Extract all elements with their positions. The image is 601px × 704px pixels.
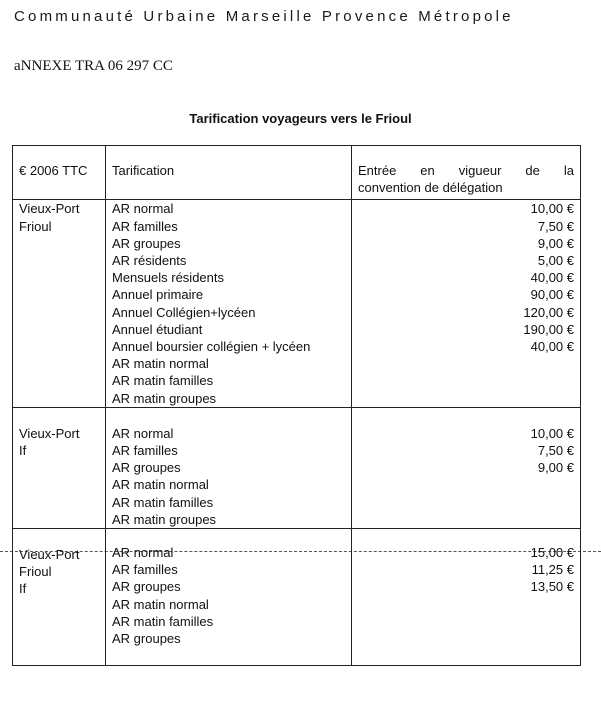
fare-label: AR matin familles	[112, 373, 214, 389]
document-title: Tarification voyageurs vers le Frioul	[189, 111, 412, 126]
fare-label: AR matin groupes	[112, 390, 217, 406]
fare-label: AR groupes	[112, 631, 181, 647]
fare-price	[358, 630, 574, 647]
fare-label: Annuel boursier collégien + lycéen	[112, 339, 311, 355]
fare-price	[358, 511, 574, 528]
fare-label: Mensuels résidents	[112, 270, 224, 286]
fare-price	[358, 476, 574, 493]
route-name: Vieux-Port	[19, 425, 80, 441]
fare-price: 7,50 €	[537, 443, 574, 459]
organization-header: Communauté Urbaine Marseille Provence Métropole	[14, 8, 514, 25]
route-cell	[13, 407, 106, 528]
fare-price: 9,00 €	[537, 460, 574, 476]
fare-price	[358, 372, 574, 389]
route-cell	[13, 529, 106, 666]
fare-price: 10,00 €	[530, 201, 574, 217]
fare-label: AR normal	[112, 425, 174, 441]
fare-label: AR matin familles	[112, 494, 214, 510]
fare-price: 11,25 €	[531, 562, 574, 578]
price-list-cell	[352, 200, 581, 407]
fare-label: Annuel primaire	[112, 287, 204, 303]
fare-label: AR familles	[112, 218, 178, 234]
fare-label: AR groupes	[112, 579, 181, 595]
fare-label: AR matin normal	[112, 477, 209, 493]
fare-price	[358, 596, 574, 613]
fare-label: AR familles	[112, 443, 178, 459]
annex-reference: aNNEXE TRA 06 297 CC	[14, 58, 173, 74]
fare-price: 7,50 €	[537, 218, 574, 234]
route-name: Vieux-Port	[19, 201, 80, 217]
fare-label: AR matin familles	[112, 613, 214, 629]
fare-price: 120,00 €	[523, 304, 574, 320]
fare-label: AR groupes	[112, 460, 181, 476]
column-header-effective-line2: convention de délégation	[358, 180, 503, 196]
table-header-row	[13, 146, 581, 200]
fare-list-cell	[106, 407, 352, 528]
fare-price	[358, 355, 574, 372]
fare-price: 15,00 €	[530, 545, 574, 561]
route-cell	[13, 200, 106, 407]
price-list-cell	[352, 407, 581, 528]
price-list-cell	[352, 529, 581, 666]
column-header-tarification: Tarification	[106, 146, 352, 200]
table-row	[13, 407, 581, 528]
route-name: Frioul	[19, 218, 52, 234]
fare-label: Annuel étudiant	[112, 321, 203, 337]
route-name: If	[19, 581, 27, 597]
route-name: Frioul	[19, 564, 52, 580]
fare-price: 40,00 €	[530, 339, 574, 355]
table-row	[13, 200, 581, 407]
tariff-table	[12, 145, 581, 666]
fare-price: 5,00 €	[537, 253, 574, 269]
fare-label: Annuel Collégien+lycéen	[112, 304, 256, 320]
route-name: If	[19, 443, 27, 459]
fare-label: AR matin normal	[112, 596, 209, 612]
fare-price: 9,00 €	[537, 235, 574, 251]
fare-list-cell	[106, 200, 352, 407]
fare-price: 190,00 €	[523, 321, 574, 337]
fare-price	[358, 390, 574, 407]
column-header-effective-line1: Entrée en vigueur de la	[358, 163, 574, 178]
fare-list-cell	[106, 529, 352, 666]
fare-price: 40,00 €	[530, 270, 574, 286]
fare-price	[358, 494, 574, 511]
fare-label: AR normal	[112, 201, 174, 217]
fare-price	[358, 613, 574, 630]
fare-label: AR résidents	[112, 253, 187, 269]
fare-label: AR groupes	[112, 235, 181, 251]
fare-label: AR normal	[112, 545, 174, 561]
fare-price: 10,00 €	[530, 425, 574, 441]
fare-label: AR familles	[112, 562, 178, 578]
table-row	[13, 529, 581, 666]
column-header-year: € 2006 TTC	[13, 146, 106, 200]
column-header-effective	[352, 146, 581, 200]
fare-price: 90,00 €	[530, 287, 574, 303]
fare-label: AR matin groupes	[112, 511, 217, 527]
route-name: Vieux-Port	[19, 547, 80, 563]
fare-price: 13,50 €	[530, 579, 574, 595]
fare-label: AR matin normal	[112, 356, 209, 372]
